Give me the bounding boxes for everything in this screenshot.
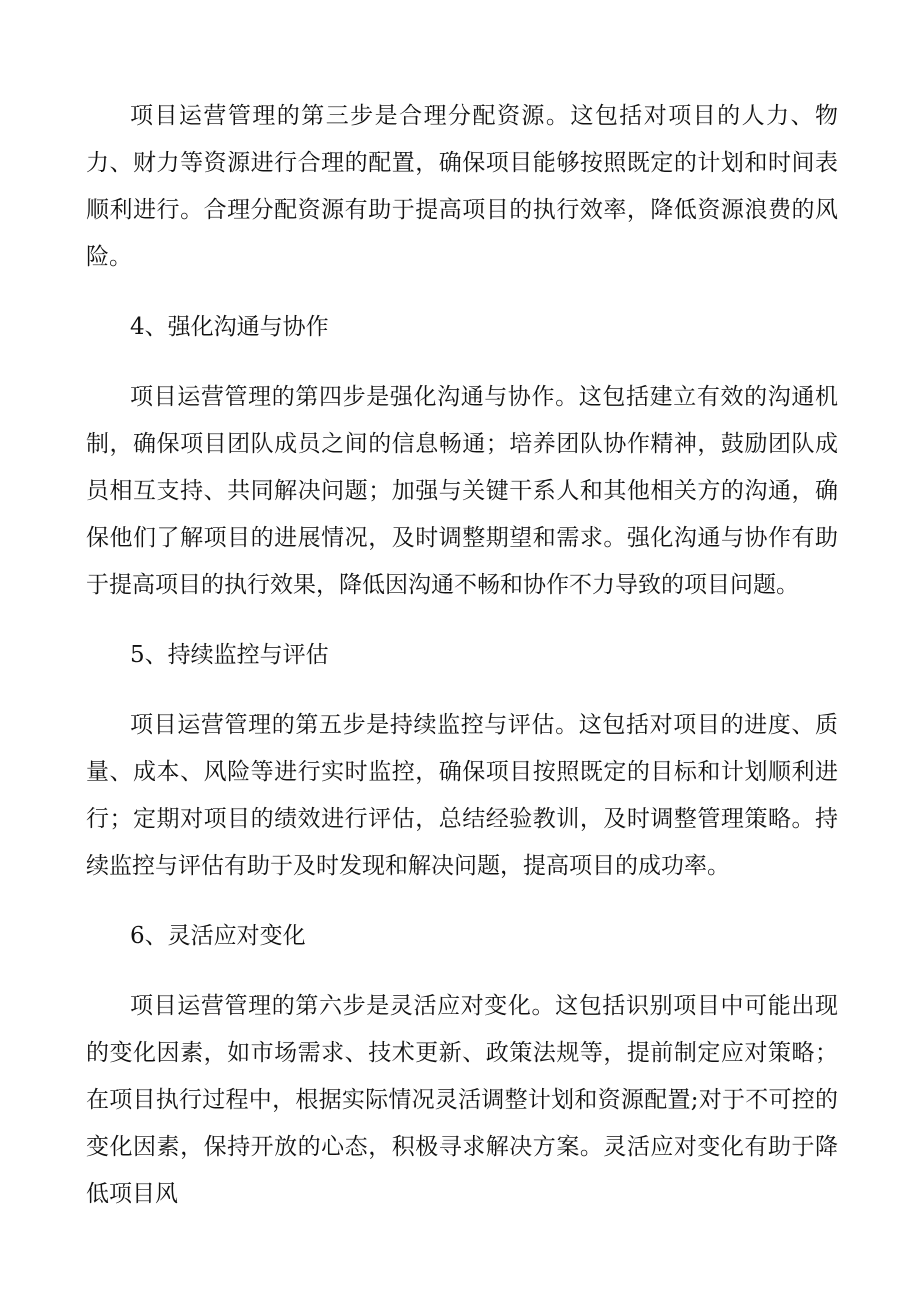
paragraph-monitoring-evaluation: 项目运营管理的第五步是持续监控与评估。这包括对项目的进度、质量、成本、风险等进行实时监控，确保项目按照既定的目标和计划顺利进行；定期对项目的绩效进行评估，总结经验教训，及时调整管理策略。持续监控与评估有助于及时发现和解决问题，提高项目的成功率。 xyxy=(86,712,838,879)
heading-adapt-to-change: 6、灵活应对变化 xyxy=(130,923,306,949)
paragraph-communication-collaboration: 项目运营管理的第四步是强化沟通与协作。这包括建立有效的沟通机制，确保项目团队成员之间的信息畅通；培养团队协作精神，鼓励团队成员相互支持、共同解决问题；加强与关键干系人和其他相关方的沟通，确保他们了解项目的进展情况，及时调整期望和需求。强化沟通与协作有助于提高项目的执行效果，降低因沟通不畅和协作不力导致的项目问题。 xyxy=(86,384,838,598)
heading-communication-collaboration: 4、强化沟通与协作 xyxy=(130,314,329,340)
document-page xyxy=(86,93,838,1241)
paragraph-resource-allocation: 项目运营管理的第三步是合理分配资源。这包括对项目的人力、物力、财力等资源进行合理的配置，确保项目能够按照既定的计划和时间表顺利进行。合理分配资源有助于提高项目的执行效率，降低资源浪费的风险。 xyxy=(86,103,838,270)
paragraph-adapt-to-change: 项目运营管理的第六步是灵活应对变化。这包括识别项目中可能出现的变化因素，如市场需求、技术更新、政策法规等，提前制定应对策略；在项目执行过程中，根据实际情况灵活调整计划和资源配置;对于不可控的变化因素，保持开放的心态，积极寻求解决方案。灵活应对变化有助于降低项目风 xyxy=(86,993,838,1207)
heading-monitoring-evaluation: 5、持续监控与评估 xyxy=(130,642,329,668)
